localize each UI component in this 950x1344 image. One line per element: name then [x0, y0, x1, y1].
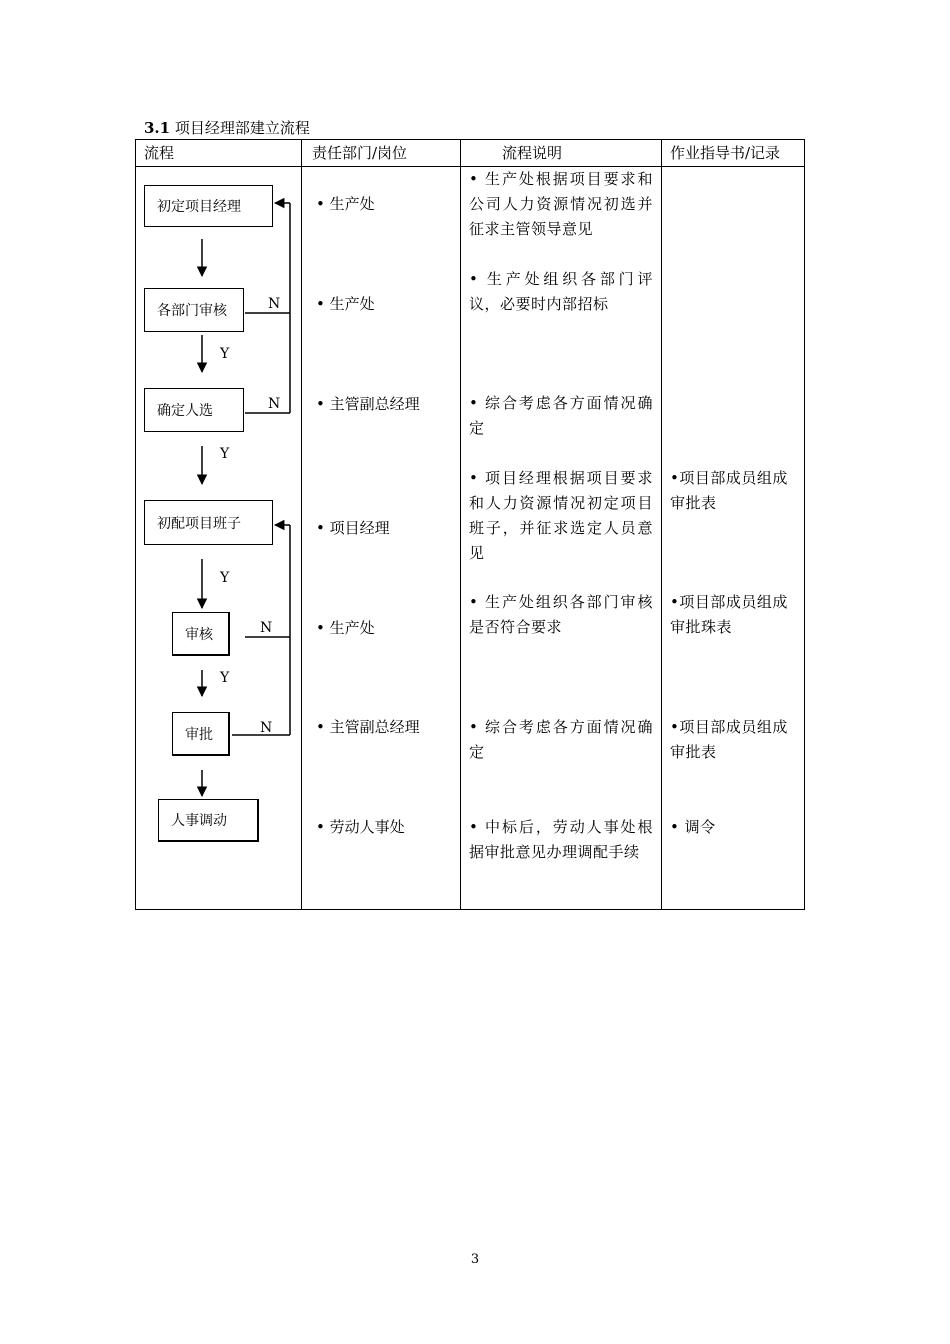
desc-cell: • 综合考虑各方面情况确定: [469, 718, 653, 761]
record-cell: •项目部成员组成审批珠表: [670, 593, 788, 636]
desc-cell: • 生产处组织各部门审核是否符合要求: [469, 593, 653, 636]
dept-cell: • 生产处: [316, 619, 375, 637]
header-records: 作业指导书/记录: [670, 144, 781, 162]
dept-cell: • 劳动人事处: [316, 818, 405, 836]
flow-box-dept-review: 各部门审核: [144, 288, 244, 332]
yes-label: Y: [220, 670, 230, 686]
desc-cell: • 综合考虑各方面情况确定: [469, 394, 653, 437]
page-number: 3: [470, 1252, 480, 1267]
section-number: 3.1: [144, 119, 171, 137]
header-description: 流程说明: [502, 144, 563, 162]
flow-box-confirm-candidate: 确定人选: [144, 388, 244, 432]
desc-cell: • 中标后，劳动人事处根据审批意见办理调配手续: [469, 818, 653, 861]
flow-box-review: 审核: [172, 612, 230, 656]
yes-label: Y: [220, 570, 230, 586]
section-title-text: 项目经理部建立流程: [170, 119, 310, 137]
no-label: N: [260, 720, 273, 736]
flow-box-initial-pm: 初定项目经理: [144, 185, 273, 227]
no-label: N: [260, 620, 273, 636]
dept-cell: • 项目经理: [316, 519, 390, 537]
desc-cell: • 生产处组织各部门评议，必要时内部招标: [469, 270, 653, 313]
header-flow: 流程: [144, 144, 175, 162]
flow-box-personnel-transfer: 人事调动: [158, 799, 259, 842]
dept-cell: • 主管副总经理: [316, 395, 420, 413]
record-cell: •项目部成员组成审批表: [670, 718, 788, 761]
desc-cell: • 生产处根据项目要求和公司人力资源情况初选并征求主管领导意见: [469, 170, 653, 238]
yes-label: Y: [220, 346, 230, 362]
flow-box-initial-team: 初配项目班子: [144, 500, 273, 545]
dept-cell: • 生产处: [316, 295, 375, 313]
header-department: 责任部门/岗位: [312, 144, 408, 162]
flow-box-approval: 审批: [172, 712, 230, 756]
record-cell: • 调令: [670, 818, 716, 836]
record-cell: •项目部成员组成审批表: [670, 469, 788, 512]
yes-label: Y: [220, 446, 230, 462]
desc-cell: • 项目经理根据项目要求和人力资源情况初定项目班子，并征求选定人员意见: [469, 469, 653, 562]
no-label: N: [268, 296, 281, 312]
no-label: N: [268, 396, 281, 412]
dept-cell: • 主管副总经理: [316, 718, 420, 736]
dept-cell: • 生产处: [316, 195, 375, 213]
